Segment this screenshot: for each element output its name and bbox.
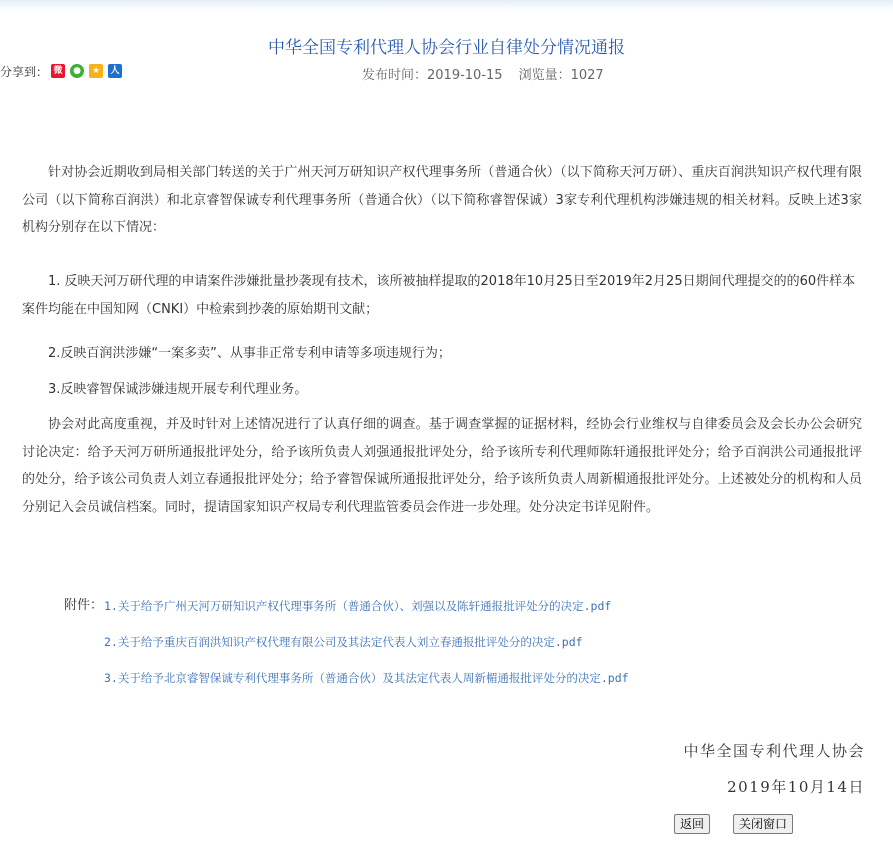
back-button[interactable]: 返回 [674, 814, 710, 834]
decision-paragraph: 协会对此高度重视，并及时针对上述情况进行了认真仔细的调查。基于调查掌握的证据材料，经协会行业维权与自律委员会及会长办公会研究讨论决定：给予天河万研所通报批评处分，给予该所负责人刘强通报批评处分，给予该所专利代理师陈轩通报批评处分；给予百润洪公司通报批评的处分，给予该公司负责人刘立春通报批评处分；给予睿智保诚所通报批评处分，给予该所负责人周新楣通报批评处分。上述被处分的机构和人员分别记入会员诚信档案。同时，提请国家知识产权局专利代理监管委员会作进一步处理。处分决定书详见附件。 [22, 417, 862, 515]
attachment-link-3[interactable]: 3.关于给予北京睿智保诚专利代理事务所（普通合伙）及其法定代表人周新楣通报批评处分的决定.pdf [104, 671, 629, 685]
views-label: 浏览量： [518, 68, 571, 83]
attachments-label: 附件： [64, 598, 104, 613]
publish-date: 2019-10-15 [427, 68, 503, 83]
list-item-2: 2.反映百润洪涉嫌“一案多卖”、从事非正常专利申请等多项违规行为； [48, 346, 451, 361]
qzone-icon[interactable]: ★ [89, 64, 103, 78]
share-icons [51, 64, 122, 78]
page-title: 中华全国专利代理人协会行业自律处分情况通报 [268, 38, 625, 58]
signature-org: 中华全国专利代理人协会 [683, 742, 865, 760]
list-item-3: 3.反映睿智保诚涉嫌违规开展专利代理业务。 [48, 382, 308, 397]
top-gradient-bar [0, 0, 893, 10]
signature-date: 2019年10月14日 [727, 778, 865, 796]
renren-icon[interactable]: 人 [108, 64, 122, 78]
attachment-link-1[interactable]: 1.关于给予广州天河万研知识产权代理事务所（普通合伙）、刘强以及陈轩通报批评处分的决定.pdf [104, 599, 612, 613]
wechat-icon[interactable]: ● [70, 64, 84, 78]
intro-paragraph: 针对协会近期收到局相关部门转送的关于广州天河万研知识产权代理事务所（普通合伙）（以下简称天河万研）、重庆百润洪知识产权代理有限公司（以下简称百润洪）和北京睿智保诚专利代理事务所（普通合伙）（以下简称睿智保诚）3家专利代理机构涉嫌违规的相关材料。反映上述3家机构分别存在以下情况： [22, 165, 862, 235]
attachment-link-2[interactable]: 2.关于给予重庆百润洪知识产权代理有限公司及其法定代表人刘立春通报批评处分的决定.pdf [104, 635, 583, 649]
views-count: 1027 [570, 68, 604, 83]
share-bar [0, 62, 122, 80]
list-item-1: 1. 反映天河万研代理的申请案件涉嫌批量抄袭现有技术，该所被抽样提取的2018年10月25日至2019年2月25日期间代理提交的的60件样本案件均能在中国知网（CNKI）中检索到抄袭的原始期刊文献； [22, 274, 856, 317]
close-window-button[interactable]: 关闭窗口 [733, 814, 793, 834]
weibo-icon[interactable]: 微 [51, 64, 65, 78]
publish-label: 发布时间： [362, 68, 428, 83]
share-label: 分享到： [0, 64, 49, 79]
article-meta [362, 64, 604, 83]
